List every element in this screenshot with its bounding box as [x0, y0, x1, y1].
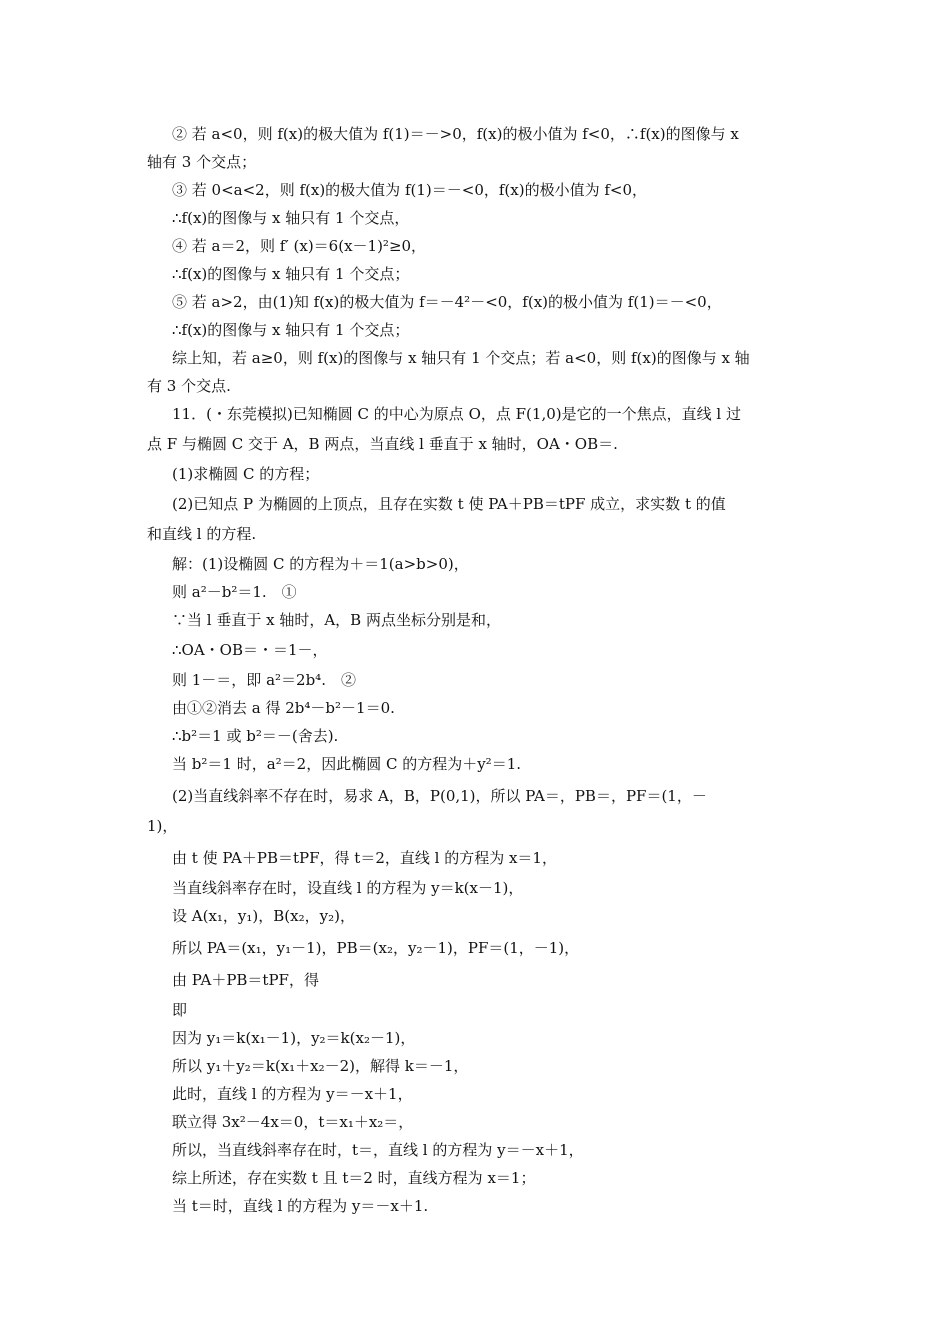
- text-line: ∴OA・OB＝・＝1－，: [172, 641, 328, 659]
- text-line: 所以 y₁＋y₂＝k(x₁＋x₂－2)，解得 k＝－1，: [172, 1057, 469, 1075]
- text-line: 综上所述，存在实数 t 且 t＝2 时，直线方程为 x＝1；: [172, 1169, 536, 1187]
- text-line: 解：(1)设椭圆 C 的方程为＋＝1(a>b>0)，: [172, 555, 469, 573]
- text-line: ⑤ 若 a>2，由(1)知 f(x)的极大值为 f＝－4²－<0，f(x)的极小值为 f(1)＝－<0，: [172, 293, 722, 311]
- text-line: ∵当 l 垂直于 x 轴时，A，B 两点坐标分别是和，: [172, 611, 501, 629]
- text-line: 和直线 l 的方程.: [147, 525, 257, 543]
- text-line: 当直线斜率存在时，设直线 l 的方程为 y＝k(x－1)，: [172, 879, 524, 897]
- text-line: ∴f(x)的图像与 x 轴只有 1 个交点；: [172, 265, 410, 283]
- text-line: 点 F 与椭圆 C 交于 A，B 两点，当直线 l 垂直于 x 轴时，OA・OB＝.: [147, 435, 618, 453]
- text-line: 即: [172, 1001, 188, 1019]
- text-line: ∴b²＝1 或 b²＝－(舍去).: [172, 727, 339, 745]
- text-line: 11．(・东莞模拟)已知椭圆 C 的中心为原点 O，点 F(1,0)是它的一个焦点，直线 l 过: [172, 405, 741, 423]
- text-line: 当 t＝时，直线 l 的方程为 y＝－x＋1.: [172, 1197, 429, 1215]
- text-line: (1)求椭圆 C 的方程；: [172, 465, 320, 483]
- text-line: 所以 PA＝(x₁，y₁－1)，PB＝(x₂，y₂－1)，PF＝(1，－1)，: [172, 939, 580, 957]
- text-line: ③ 若 0<a<2，则 f(x)的极大值为 f(1)＝－<0，f(x)的极小值为 f<0，: [172, 181, 648, 199]
- text-line: 由 t 使 PA＋PB＝tPF，得 t＝2，直线 l 的方程为 x＝1，: [172, 849, 557, 867]
- text-line: 联立得 3x²－4x＝0，t＝x₁＋x₂＝，: [172, 1113, 414, 1131]
- text-line: 此时，直线 l 的方程为 y＝－x＋1，: [172, 1085, 413, 1103]
- text-line: 则 1－＝，即 a²＝2b⁴. ②: [172, 671, 356, 689]
- text-line: 由 PA＋PB＝tPF，得: [172, 971, 319, 989]
- text-line: 当 b²＝1 时，a²＝2，因此椭圆 C 的方程为＋y²＝1.: [172, 755, 522, 773]
- text-line: 综上知，若 a≥0，则 f(x)的图像与 x 轴只有 1 个交点；若 a<0，则 f(x)的图像与 x 轴: [172, 349, 750, 367]
- text-line: (2)已知点 P 为椭圆的上顶点，且存在实数 t 使 PA＋PB＝tPF 成立，求实数 t 的值: [172, 495, 726, 513]
- text-line: 1)，: [147, 817, 178, 835]
- text-line: 所以，当直线斜率存在时，t＝，直线 l 的方程为 y＝－x＋1，: [172, 1141, 584, 1159]
- text-line: ∴f(x)的图像与 x 轴只有 1 个交点；: [172, 321, 410, 339]
- text-line: 则 a²－b²＝1. ①: [172, 583, 297, 601]
- text-line: 有 3 个交点.: [147, 377, 231, 395]
- text-line: ② 若 a<0，则 f(x)的极大值为 f(1)＝－>0，f(x)的极小值为 f<0，∴f(x)的图像与 x: [172, 125, 739, 143]
- text-line: ④ 若 a＝2，则 f′ (x)＝6(x－1)²≥0，: [172, 237, 427, 255]
- text-line: 轴有 3 个交点；: [147, 153, 257, 171]
- text-line: (2)当直线斜率不存在时，易求 A，B，P(0,1)，所以 PA＝，PB＝，PF＝(1，－: [172, 787, 707, 805]
- text-line: 设 A(x₁，y₁)，B(x₂，y₂)，: [172, 907, 355, 925]
- text-line: 由①②消去 a 得 2b⁴－b²－1＝0.: [172, 699, 395, 717]
- text-line: 因为 y₁＝k(x₁－1)，y₂＝k(x₂－1)，: [172, 1029, 416, 1047]
- text-line: ∴f(x)的图像与 x 轴只有 1 个交点，: [172, 209, 410, 227]
